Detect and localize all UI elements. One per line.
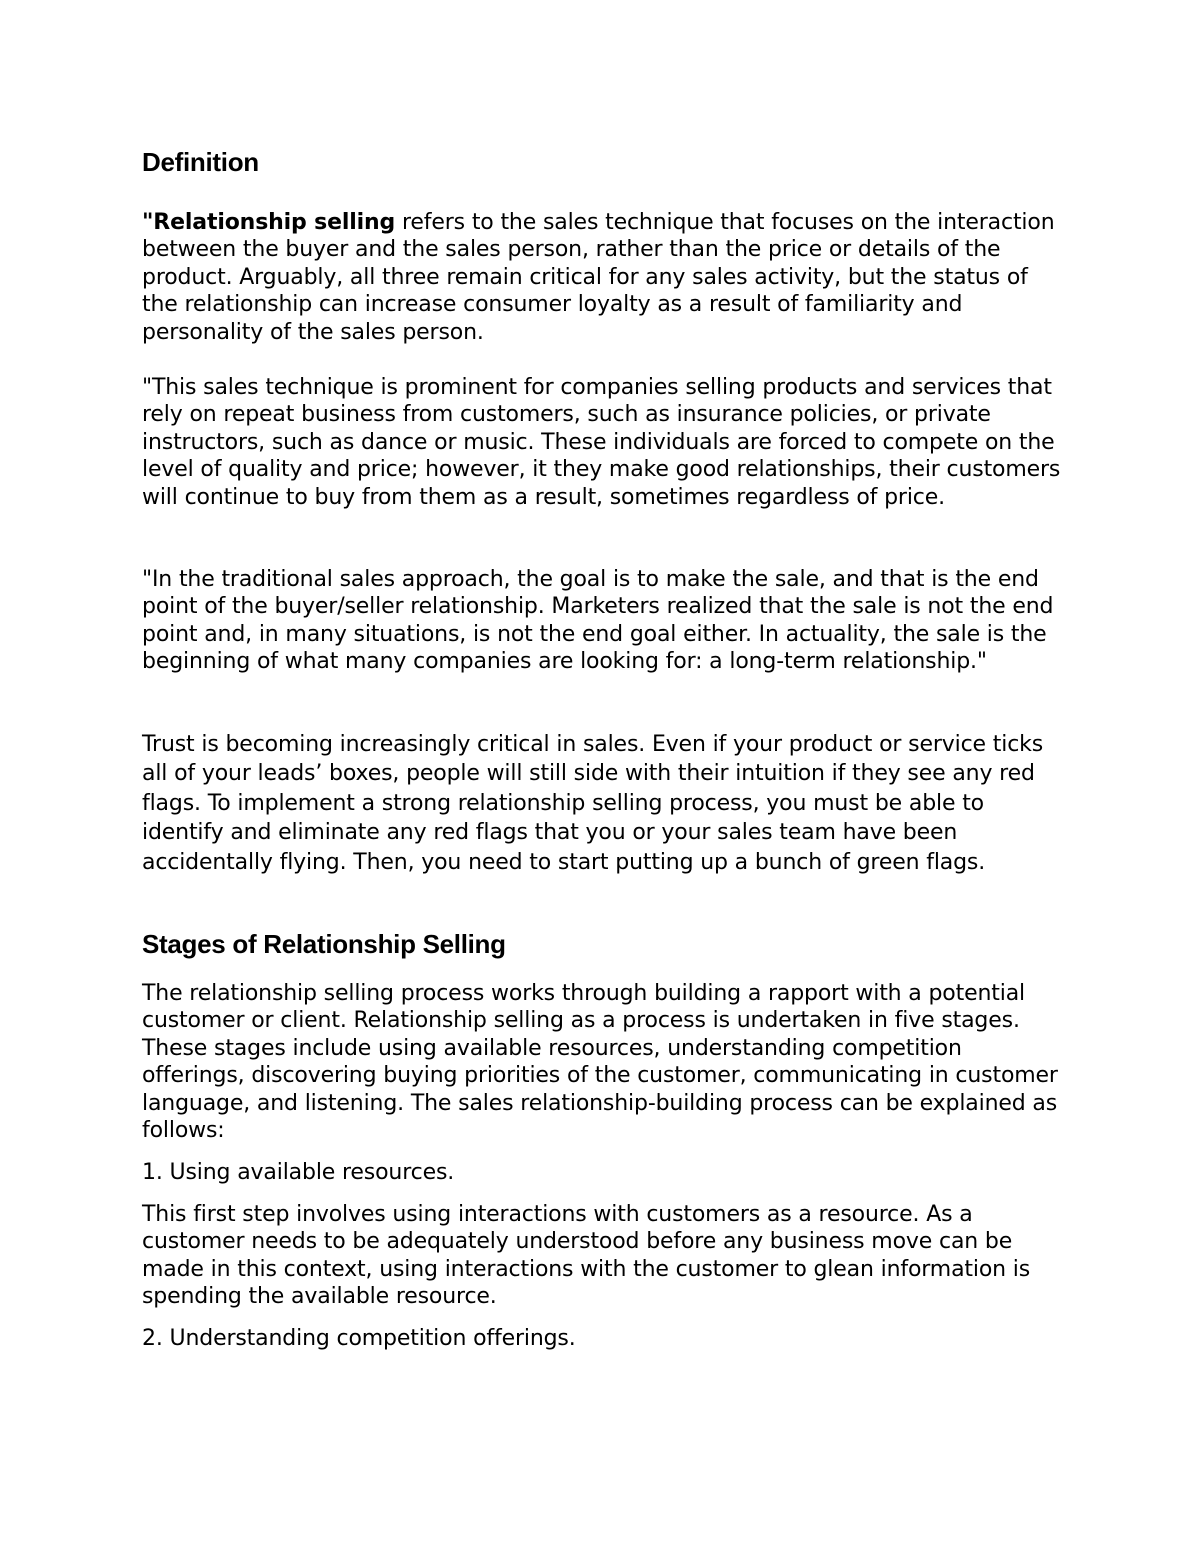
heading-definition: Definition <box>142 147 259 177</box>
paragraph-traditional: "In the traditional sales approach, the goal is to make the sale, and that is the end point of the buyer/seller relationship. Marketers realized that the sale is not the end point and, in many situations, is not the end goal either. In actuality, the sale is the beginning of what many companies are looking for: a long-term relationship." <box>142 567 1054 675</box>
heading-stages: Stages of Relationship Selling <box>142 929 506 959</box>
step-1-title: 1. Using available resources. <box>142 1160 455 1185</box>
paragraph-definition-text: refers to the sales technique that focuses on the interaction between the buyer and the sales person, rather than the price or details of the product. Arguably, all three remain critical for any sales activity, but the status of the relationship can increase consumer loyalty as a result of familiarity and personality of the sales person. <box>142 210 1055 345</box>
paragraph-stages-intro: The relationship selling process works through building a rapport with a potential customer or client. Relationship selling as a process is undertaken in five stages. These stages include using available resources, understanding competition offerings, discovering buying priorities of the customer, communicating in customer language, and listening. The sales relationship-building process can be explained as follows: <box>142 981 1058 1144</box>
step-2-title: 2. Understanding competition offerings. <box>142 1326 576 1351</box>
bold-term: "Relationship selling <box>142 210 396 235</box>
paragraph-step-1: This first step involves using interactions with customers as a resource. As a customer needs to be adequately understood before any business move can be made in this context, using interactions with the customer to glean information is spending the available resource. <box>142 1202 1031 1310</box>
paragraph-trust: Trust is becoming increasingly critical in sales. Even if your product or service ticks all of your leads’ boxes, people will still side with their intuition if they see any red flags. To implement a strong relationship selling process, you must be able to identify and eliminate any red flags that you or your sales team have been accidentally flying. Then, you need to start putting up a bunch of green flags. <box>142 732 1044 875</box>
document-page <box>142 0 1067 1553</box>
paragraph-definition <box>142 209 1067 346</box>
paragraph-technique: "This sales technique is prominent for companies selling products and services that rely on repeat business from customers, such as insurance policies, or private instructors, such as dance or music. These individuals are forced to compete on the level of quality and price; however, it they make good relationships, their customers will continue to buy from them as a result, sometimes regardless of price. <box>142 375 1061 510</box>
